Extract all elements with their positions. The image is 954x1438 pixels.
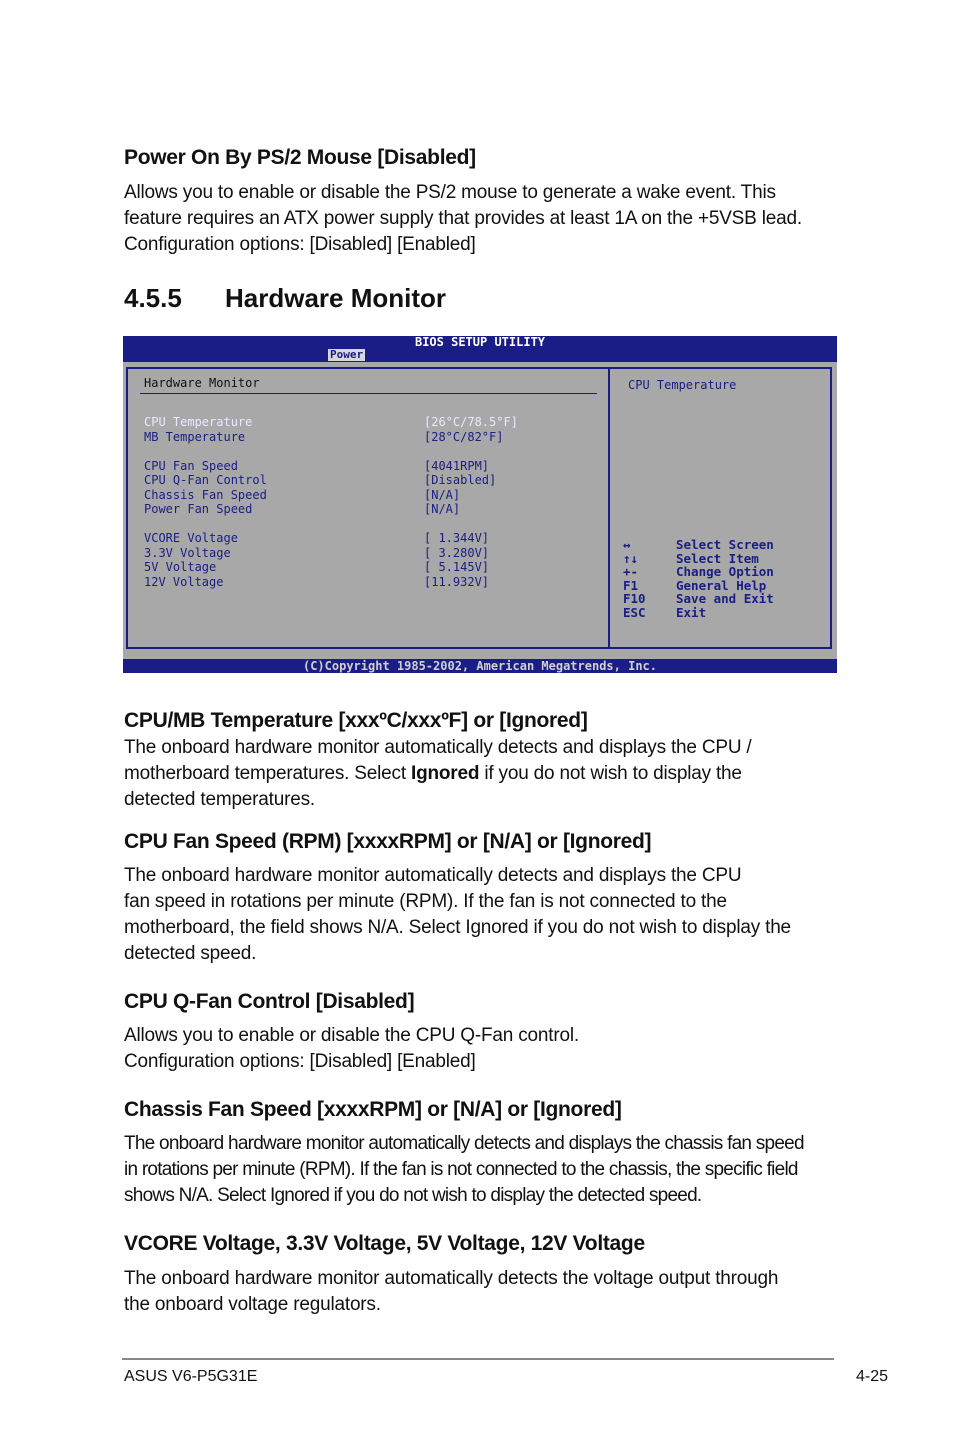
bios-key-row (623, 538, 823, 552)
bios-key-desc: Save and Exit (676, 591, 774, 606)
paragraph-voltages (124, 1266, 844, 1318)
bios-key-desc: Select Item (676, 550, 759, 566)
section-title-text: Hardware Monitor (225, 283, 447, 313)
bios-item-label: Chassis Fan Speed (144, 487, 267, 502)
section-number: 4.5.5 (124, 283, 182, 313)
bios-key-label: ESC (623, 604, 646, 620)
bios-panel-underline (140, 393, 597, 394)
bios-screenshot (123, 336, 837, 673)
bios-item-3v3-voltage[interactable] (144, 546, 604, 561)
bios-divider (608, 367, 610, 649)
text-line: The onboard hardware monitor automatically detects and displays the CPU (124, 865, 742, 886)
arrows-up-down-icon: ↑↓ (623, 550, 639, 566)
text-line: feature requires an ATX power supply that provides at least 1A on the +5VSB lead. (124, 208, 802, 229)
text-line: Allows you to enable or disable the PS/2 mouse to generate a wake event. This (124, 182, 776, 203)
text-line: shows N/A. Select Ignored if you do not wish to display the detected speed. (124, 1185, 702, 1206)
bios-key-desc: Select Screen (676, 537, 774, 552)
bios-item-value: [ 5.145V] (424, 560, 490, 574)
text-line: Configuration options: [Disabled] [Enabled] (124, 234, 476, 255)
heading-voltages: VCORE Voltage, 3.3V Voltage, 5V Voltage, 12V Voltage (124, 1232, 645, 1255)
bios-item-cpu-fan-speed[interactable] (144, 459, 604, 474)
heading-cpu-qfan-control: CPU Q-Fan Control [Disabled] (124, 990, 415, 1013)
text-line: Allows you to enable or disable the CPU Q-Fan control. (124, 1025, 579, 1046)
text-line: fan speed in rotations per minute (RPM). If the fan is not connected to the (124, 891, 727, 912)
bios-spacer (144, 444, 604, 459)
bios-item-cpu-temperature[interactable] (144, 415, 604, 430)
text-line: The onboard hardware monitor automatically detects and displays the chassis fan speed (124, 1133, 804, 1154)
bios-tab-power[interactable]: Power (330, 348, 364, 361)
bios-spacer (144, 517, 604, 532)
bios-item-cpu-qfan-control[interactable] (144, 473, 604, 488)
bios-key-row (623, 552, 823, 566)
heading-cpu-mb-temperature: CPU/MB Temperature [xxxºC/xxxºF] or [Ignored] (124, 709, 588, 732)
bios-item-chassis-fan-speed[interactable] (144, 488, 604, 503)
bios-key-row (623, 579, 823, 593)
text-line: The onboard hardware monitor automatically detects the voltage output through (124, 1268, 779, 1289)
bios-item-value: [28°C/82°F] (424, 429, 504, 444)
bios-panel-title: Hardware Monitor (144, 376, 260, 390)
bios-key-desc: General Help (676, 577, 767, 593)
text-line (124, 761, 844, 787)
heading-chassis-fan-speed: Chassis Fan Speed [xxxxRPM] or [N/A] or [Ignored] (124, 1098, 622, 1121)
bios-copyright: (C)Copyright 1985-2002, American Megatrends, Inc. (302, 659, 657, 673)
bios-item-label: Power Fan Speed (144, 502, 253, 516)
bios-item-list (144, 415, 604, 589)
bios-item-label: CPU Temperature (144, 415, 253, 429)
bios-item-value: [ 3.280V] (424, 545, 490, 560)
bios-key-label: +- (623, 564, 639, 579)
bios-key-row (623, 565, 823, 579)
bios-title: BIOS SETUP UTILITY (414, 335, 546, 349)
bios-key-desc: Exit (676, 604, 707, 620)
bios-item-value: [11.932V] (424, 574, 490, 589)
bios-item-value: [ 1.344V] (424, 531, 490, 545)
footer-page-number: 4-25 (855, 1368, 888, 1385)
paragraph-power-on-ps2-mouse (124, 180, 844, 258)
bios-item-mb-temperature[interactable] (144, 430, 604, 445)
text-line: motherboard, the field shows N/A. Select Ignored if you do not wish to display the (124, 917, 791, 938)
text-run: motherboard temperatures. Select (124, 763, 411, 784)
bios-item-label: 12V Voltage (144, 574, 224, 589)
bios-item-5v-voltage[interactable] (144, 560, 604, 575)
bios-item-power-fan-speed[interactable] (144, 502, 604, 517)
bios-item-label: CPU Fan Speed (144, 458, 238, 473)
text-line: detected speed. (124, 943, 257, 964)
bios-item-value: [N/A] (424, 502, 461, 516)
bios-key-label: F10 (623, 591, 646, 606)
bios-key-label: F1 (623, 577, 639, 593)
bios-help-text: CPU Temperature (628, 378, 737, 392)
text-line: in rotations per minute (RPM). If the fan is not connected to the chassis, the specific field (124, 1159, 798, 1180)
paragraph-cpu-mb-temperature (124, 735, 844, 813)
text-line: the onboard voltage regulators. (124, 1294, 381, 1315)
text-bold: Ignored (411, 763, 480, 784)
paragraph-cpu-fan-speed (124, 863, 844, 967)
bios-item-label: CPU Q-Fan Control (144, 473, 267, 487)
paragraph-chassis-fan-speed (124, 1131, 844, 1209)
bios-item-value: [N/A] (424, 487, 461, 502)
text-line: Configuration options: [Disabled] [Enabled] (124, 1051, 476, 1072)
bios-item-value: [Disabled] (424, 473, 497, 487)
heading-cpu-fan-speed: CPU Fan Speed (RPM) [xxxxRPM] or [N/A] or [Ignored] (124, 830, 652, 853)
paragraph-cpu-qfan-control (124, 1023, 844, 1075)
bios-key-row (623, 592, 823, 606)
bios-item-label: 3.3V Voltage (144, 545, 231, 560)
bios-item-12v-voltage[interactable] (144, 575, 604, 590)
bios-key-legend (623, 538, 823, 619)
arrows-left-right-icon: ↔ (623, 537, 631, 552)
bios-key-desc: Change Option (676, 564, 774, 579)
text-run: if you do not wish to display the (479, 763, 742, 784)
heading-power-on-ps2-mouse: Power On By PS/2 Mouse [Disabled] (124, 146, 476, 169)
bios-item-label: VCORE Voltage (144, 531, 238, 545)
bios-item-label: 5V Voltage (144, 560, 217, 574)
bios-item-label: MB Temperature (144, 429, 246, 444)
section-title (124, 283, 446, 314)
bios-item-vcore-voltage[interactable] (144, 531, 604, 546)
bios-item-value: [4041RPM] (424, 458, 490, 473)
bios-item-value: [26°C/78.5°F] (424, 415, 518, 429)
footer-product-name: ASUS V6-P5G31E (124, 1368, 258, 1385)
bios-key-row (623, 606, 823, 620)
text-line: detected temperatures. (124, 789, 315, 810)
footer-divider (122, 1358, 834, 1360)
text-line: The onboard hardware monitor automatically detects and displays the CPU / (124, 737, 752, 758)
